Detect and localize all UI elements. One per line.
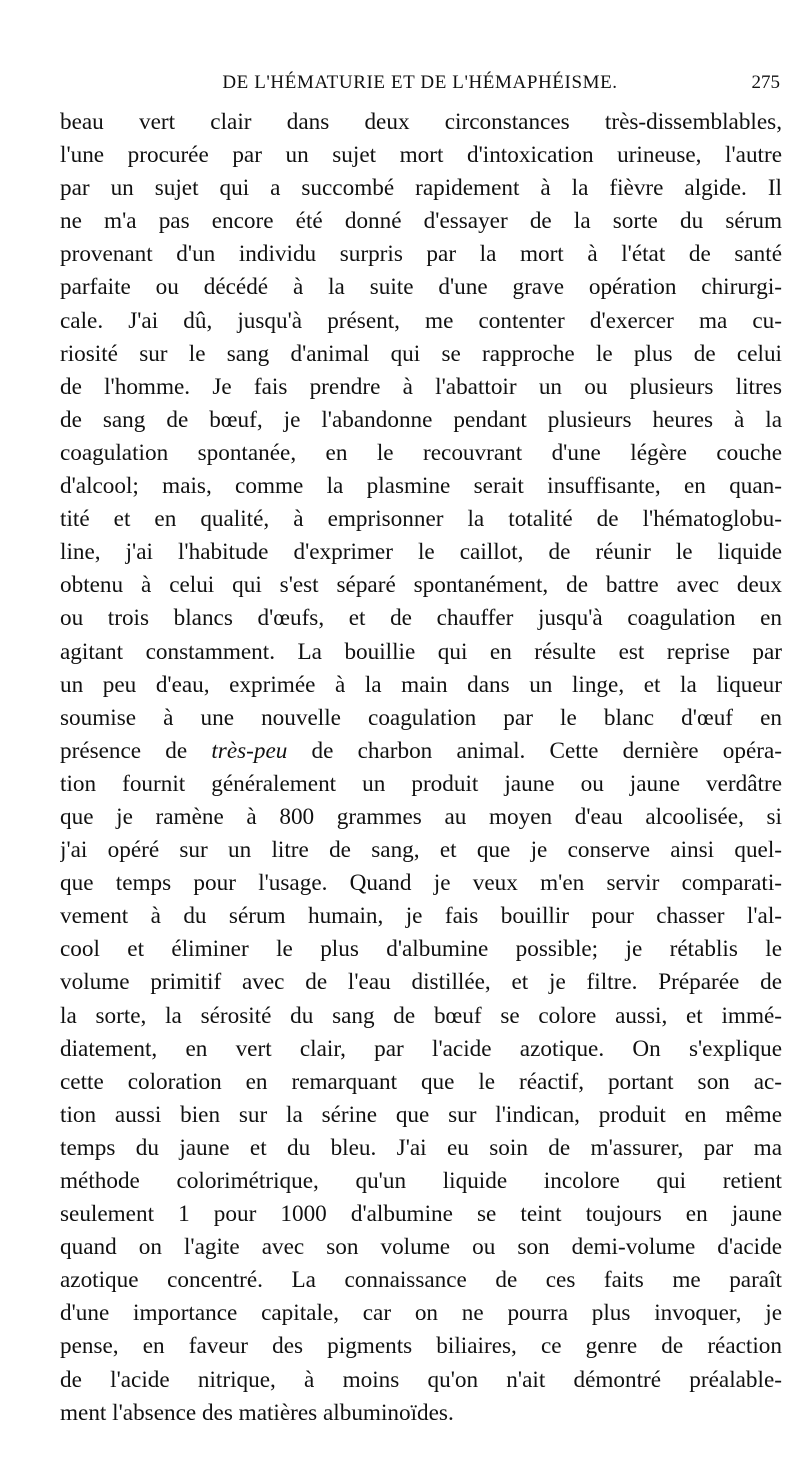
text-line: cette coloration en remarquant que le réactif, portant son ac- — [60, 1068, 782, 1095]
text-line: d'alcool; mais, comme la plasmine serait insuffisante, en quan- — [60, 473, 782, 500]
text-line: riosité sur le sang d'animal qui se rapproche le plus de celui — [60, 340, 782, 367]
text-segment: présence de — [60, 737, 212, 764]
running-title: DE L'HÉMATURIE ET DE L'HÉMAPHÉISME. — [222, 72, 618, 93]
running-header — [60, 68, 780, 98]
text-line: provenant d'un individu surpris par la mort à l'état de santé — [60, 241, 782, 268]
text-line: coagulation spontanée, en le recouvrant d'une légère couche — [60, 439, 782, 466]
text-line: la sorte, la sérosité du sang de bœuf se colore aussi, et immé- — [60, 1002, 782, 1029]
text-line: d'une importance capitale, car on ne pourra plus invoquer, je — [60, 1300, 782, 1327]
text-line: que temps pour l'usage. Quand je veux m'en servir comparati- — [60, 870, 782, 897]
text-line: par un sujet qui a succombé rapidement à la fièvre algide. Il — [60, 175, 782, 202]
text-line: pense, en faveur des pigments biliaires, ce genre de réaction — [60, 1333, 782, 1360]
page-number: 275 — [751, 72, 780, 93]
text-line: méthode colorimétrique, qu'un liquide incolore qui retient — [60, 1168, 782, 1194]
text-line: seulement 1 pour 1000 d'albumine se teint toujours en jaune — [60, 1201, 782, 1228]
text-line: j'ai opéré sur un litre de sang, et que je conserve ainsi quel- — [60, 837, 782, 864]
text-line: cool et éliminer le plus d'albumine possible; je rétablis le — [60, 936, 782, 963]
text-line: agitant constamment. La bouillie qui en résulte est reprise par — [60, 638, 782, 665]
text-line: l'une procurée par un sujet mort d'intoxication urineuse, l'autre — [60, 142, 782, 169]
text-line: ment l'absence des matières albuminoïdes. — [60, 1399, 454, 1426]
text-line: vement à du sérum humain, je fais bouillir pour chasser l'al- — [60, 903, 782, 930]
italic-segment: très-peu — [211, 737, 288, 764]
text-line: obtenu à celui qui s'est séparé spontanément, de battre avec deux — [60, 572, 782, 599]
text-line: soumise à une nouvelle coagulation par le blanc d'œuf en — [60, 704, 782, 731]
text-line: line, j'ai l'habitude d'exprimer le caillot, de réunir le liquide — [60, 539, 782, 566]
text-line: tion aussi bien sur la sérine que sur l'indican, produit en même — [60, 1101, 782, 1128]
text-line: quand on l'agite avec son volume ou son demi-volume d'acide — [60, 1234, 782, 1261]
text-line: azotique concentré. La connaissance de ces faits me paraît — [60, 1267, 782, 1294]
text-line: diatement, en vert clair, par l'acide azotique. On s'explique — [60, 1035, 782, 1062]
text-line: ne m'a pas encore été donné d'essayer de la sorte du sérum — [60, 208, 782, 235]
text-line: tion fournit généralement un produit jaune ou jaune verdâtre — [60, 770, 782, 797]
text-line: de l'acide nitrique, à moins qu'on n'ait démontré préalable- — [60, 1366, 782, 1393]
text-line: tité et en qualité, à emprisonner la totalité de l'hématoglobu- — [60, 506, 782, 533]
body-text — [60, 106, 782, 1430]
text-line: temps du jaune et du bleu. J'ai eu soin de m'assurer, par ma — [60, 1134, 782, 1161]
text-line: cale. J'ai dû, jusqu'à présent, me contenter d'exercer ma cu- — [60, 307, 782, 334]
text-line: de sang de bœuf, je l'abandonne pendant plusieurs heures à la — [60, 406, 782, 433]
text-line — [60, 735, 782, 768]
text-line: un peu d'eau, exprimée à la main dans un linge, et la liqueur — [60, 671, 782, 698]
text-line: de l'homme. Je fais prendre à l'abattoir un ou plusieurs litres — [60, 373, 782, 400]
text-line: ou trois blancs d'œufs, et de chauffer jusqu'à coagulation en — [60, 605, 782, 632]
text-line: que je ramène à 800 grammes au moyen d'eau alcoolisée, si — [60, 803, 782, 830]
text-line: parfaite ou décédé à la suite d'une grave opération chirurgi- — [60, 274, 782, 301]
text-segment: de charbon animal. Cette dernière opéra- — [287, 737, 782, 764]
text-line: beau vert clair dans deux circonstances très-dissemblables, — [60, 109, 782, 135]
text-line: volume primitif avec de l'eau distillée, et je filtre. Préparée de — [60, 969, 782, 996]
